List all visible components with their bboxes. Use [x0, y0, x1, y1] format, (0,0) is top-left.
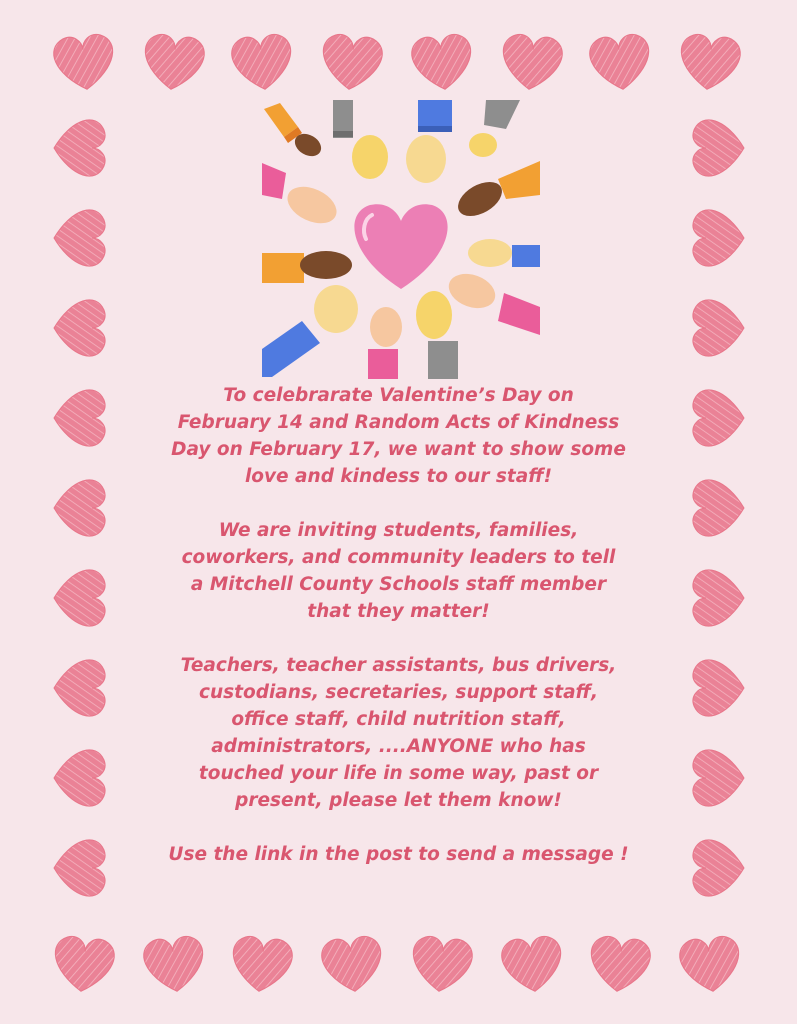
heart-icon: [693, 480, 744, 536]
heart-icon: [693, 570, 744, 626]
hand-top-center-right: [406, 100, 452, 183]
message-line: Teachers, teacher assistants, bus drivers,: [180, 655, 617, 676]
message-line: February 14 and Random Acts of Kindness: [177, 412, 620, 433]
hand-bottom-center: [368, 307, 402, 379]
message-line: We are inviting students, families,: [218, 520, 579, 541]
heart-icon: [320, 935, 384, 994]
message-line: administrators, ....ANYONE who has: [211, 736, 586, 757]
hands-around-heart-illustration: [258, 95, 544, 380]
heart-icon: [588, 33, 652, 92]
heart-icon: [693, 840, 744, 896]
message-line: coworkers, and community leaders to tell: [181, 547, 616, 568]
heart-icon: [54, 660, 105, 716]
heart-icon: [410, 935, 474, 994]
heart-icon: [693, 300, 744, 356]
message-line: touched your life in some way, past or: [198, 763, 599, 784]
heart-icon: [54, 840, 105, 896]
message-text: [120, 382, 677, 868]
heart-icon: [54, 210, 105, 266]
message-paragraph: [120, 652, 677, 814]
message-line: present, please let them know!: [235, 790, 562, 811]
heart-icon: [142, 935, 206, 994]
message-line: custodians, secretaries, support staff,: [199, 682, 598, 703]
heart-icon: [693, 390, 744, 446]
hand-bottom-left: [262, 285, 358, 377]
heart-icon: [54, 120, 105, 176]
message-paragraph: [120, 517, 677, 625]
heart-icon: [410, 33, 474, 92]
heart-icon: [54, 300, 105, 356]
heart-icon: [230, 33, 294, 92]
heart-icon: [500, 935, 564, 994]
hand-bottom-center-right: [416, 291, 458, 379]
heart-icon: [54, 570, 105, 626]
message-line: office staff, child nutrition staff,: [231, 709, 566, 730]
heart-icon: [52, 33, 116, 92]
message-paragraph: [120, 382, 677, 490]
message-line: love and kindess to our staff!: [244, 466, 553, 487]
heart-icon: [230, 935, 294, 994]
heart-icon: [500, 33, 564, 92]
heart-icon: [54, 390, 105, 446]
heart-icon: [54, 480, 105, 536]
message-line: To celebrarate Valentine’s Day on: [223, 385, 574, 406]
hand-top-left: [264, 103, 325, 161]
heart-icon: [52, 935, 116, 994]
heart-icon: [142, 33, 206, 92]
hand-right-lower: [468, 239, 540, 267]
hand-bottom-right: [444, 268, 540, 335]
heart-icon: [320, 33, 384, 92]
heart-icon: [588, 935, 652, 994]
hand-top-center-left: [333, 100, 388, 179]
heart-icon: [693, 210, 744, 266]
hand-right-upper: [452, 161, 540, 223]
heart-icon: [693, 750, 744, 806]
heart-icon: [693, 660, 744, 716]
message-line: Use the link in the post to send a message !: [168, 844, 629, 865]
message-line: that they matter!: [307, 601, 490, 622]
hand-left-upper: [262, 163, 342, 230]
heart-icon: [693, 120, 744, 176]
heart-icon: [54, 750, 105, 806]
message-line: Day on February 17, we want to show some: [171, 439, 626, 460]
heart-icon: [678, 935, 742, 994]
message-paragraph: [120, 841, 677, 868]
hand-left-lower: [262, 251, 352, 283]
hand-top-right: [469, 100, 520, 157]
message-line: a Mitchell County Schools staff member: [190, 574, 607, 595]
heart-icon: [678, 33, 742, 92]
